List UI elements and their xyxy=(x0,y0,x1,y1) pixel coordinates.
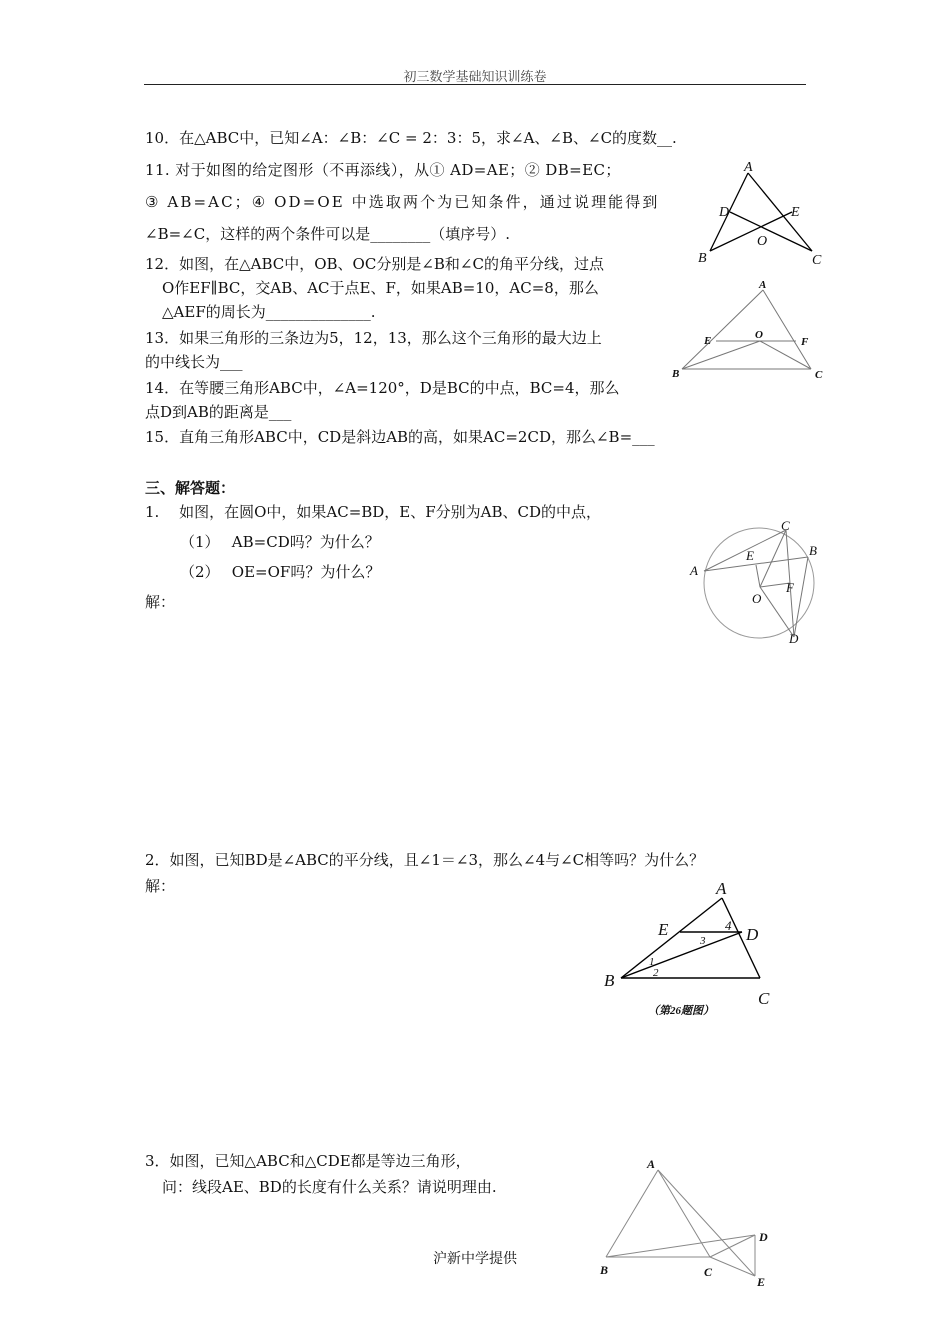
label-a: A xyxy=(647,1157,656,1171)
problem-1-statement: 1. 如图，在圆O中，如果AC=BD，E、F分别为AB、CD的中点， xyxy=(145,503,602,521)
segment-ab xyxy=(682,290,763,369)
label-e: E xyxy=(658,920,669,939)
question-11-line-2: ③ AB=AC；④ OD=OE 中选取两个为已知条件，通过说理能得到 xyxy=(145,193,660,211)
question-10: 10．在△ABC中，已知∠A：∠B：∠C = 2：3：5，求∠A、∠B、∠C的度数__. xyxy=(145,129,677,147)
segment-ab xyxy=(606,1170,658,1257)
label-c: C xyxy=(758,989,770,1008)
question-11-line-3: ∠B=∠C，这样的两个条件可以是________（填序号）. xyxy=(145,225,510,243)
label-d: D xyxy=(789,631,799,646)
label-e: E xyxy=(704,335,712,347)
segment-bd xyxy=(621,932,742,978)
angle-4-label: 4 xyxy=(725,918,732,933)
figure-circle xyxy=(680,515,830,655)
question-13-line-1: 13．如果三角形的三条边为5，12，13，那么这个三角形的最大边上 xyxy=(145,329,602,347)
problem-3-line-2: 问：线段AE、BD的长度有什么关系？请说明理由. xyxy=(162,1178,497,1196)
figure-q26 xyxy=(596,873,796,1023)
page-header: 初三数学基础知识训练卷 xyxy=(403,70,547,85)
chord-ab xyxy=(704,557,808,571)
label-o: O xyxy=(755,329,763,341)
segment-ac xyxy=(658,1170,710,1257)
segment-oe xyxy=(756,565,760,587)
problem-2-statement: 2．如图，已知BD是∠ABC的平分线，且∠1＝∠3，那么∠4与∠C相等吗？为什么？ xyxy=(145,851,705,869)
label-a: A xyxy=(759,279,767,291)
label-e: E xyxy=(757,1275,766,1289)
page-footer: 沪新中学提供 xyxy=(433,1251,517,1267)
question-13-line-2: 的中线长为___ xyxy=(145,353,243,371)
label-c: C xyxy=(704,1265,713,1279)
chord-bd xyxy=(794,557,808,637)
label-o: O xyxy=(757,234,768,249)
question-14-line-1: 14．在等腰三角形ABC中，∠A=120°，D是BC的中点，BC=4，那么 xyxy=(145,379,620,397)
segment-bo xyxy=(682,341,760,369)
segment-ac xyxy=(763,290,811,369)
question-12-line-1: 12．如图，在△ABC中，OB、OC分别是∠B和∠C的角平分线，过点 xyxy=(145,255,604,273)
label-f: F xyxy=(801,336,809,348)
segment-ab xyxy=(621,898,722,978)
label-c: C xyxy=(781,518,790,533)
label-c: C xyxy=(812,253,822,268)
label-o: O xyxy=(752,591,762,606)
segment-cd xyxy=(730,212,812,251)
angle-3-label: 3 xyxy=(700,935,706,947)
question-12-line-2: O作EF∥BC，交AB、AC于点E、F，如果AB=10，AC=8，那么 xyxy=(162,279,599,297)
header-rule xyxy=(144,84,806,85)
label-b: B xyxy=(600,1263,609,1277)
label-e: E xyxy=(746,548,754,563)
label-a: A xyxy=(716,879,727,898)
question-12-line-3: △AEF的周长为______________. xyxy=(162,303,376,321)
question-11-line-1: 11. 对于如图的给定图形（不再添线），从① AD=AE；② DB=EC； xyxy=(145,161,621,179)
label-d: D xyxy=(719,205,730,220)
problem-1-part-2: （2） OE=OF吗？为什么？ xyxy=(180,563,381,581)
problem-1-solution-label: 解： xyxy=(145,593,176,611)
problem-1-part-1: （1） AB=CD吗？为什么？ xyxy=(180,533,380,551)
label-d: D xyxy=(746,925,759,944)
label-b: B xyxy=(809,543,817,558)
angle-2-label: 2 xyxy=(653,967,659,979)
label-d: D xyxy=(759,1230,768,1244)
label-a: A xyxy=(744,160,753,175)
label-c: C xyxy=(815,369,823,381)
figure-q3 xyxy=(596,1150,786,1295)
figure-q11 xyxy=(690,155,830,275)
label-b: B xyxy=(672,368,680,380)
label-a: A xyxy=(690,563,698,578)
label-b: B xyxy=(604,971,615,990)
section-3-title: 三、解答题： xyxy=(145,479,236,497)
figure-q12 xyxy=(668,275,838,390)
segment-oc xyxy=(760,530,786,587)
problem-3-line-1: 3．如图，已知△ABC和△CDE都是等边三角形， xyxy=(145,1152,471,1170)
angle-1-label: 1 xyxy=(649,956,655,968)
figure-caption: （第26题图） xyxy=(648,1005,714,1017)
problem-2-solution-label: 解： xyxy=(145,877,176,895)
label-e: E xyxy=(791,205,800,220)
label-f: F xyxy=(786,580,794,595)
chord-ac xyxy=(704,530,786,571)
label-b: B xyxy=(698,251,707,266)
question-15: 15．直角三角形ABC中，CD是斜边AB的高，如果AC=2CD，那么∠B=___ xyxy=(145,428,655,446)
question-14-line-2: 点D到AB的距离是___ xyxy=(145,403,292,421)
